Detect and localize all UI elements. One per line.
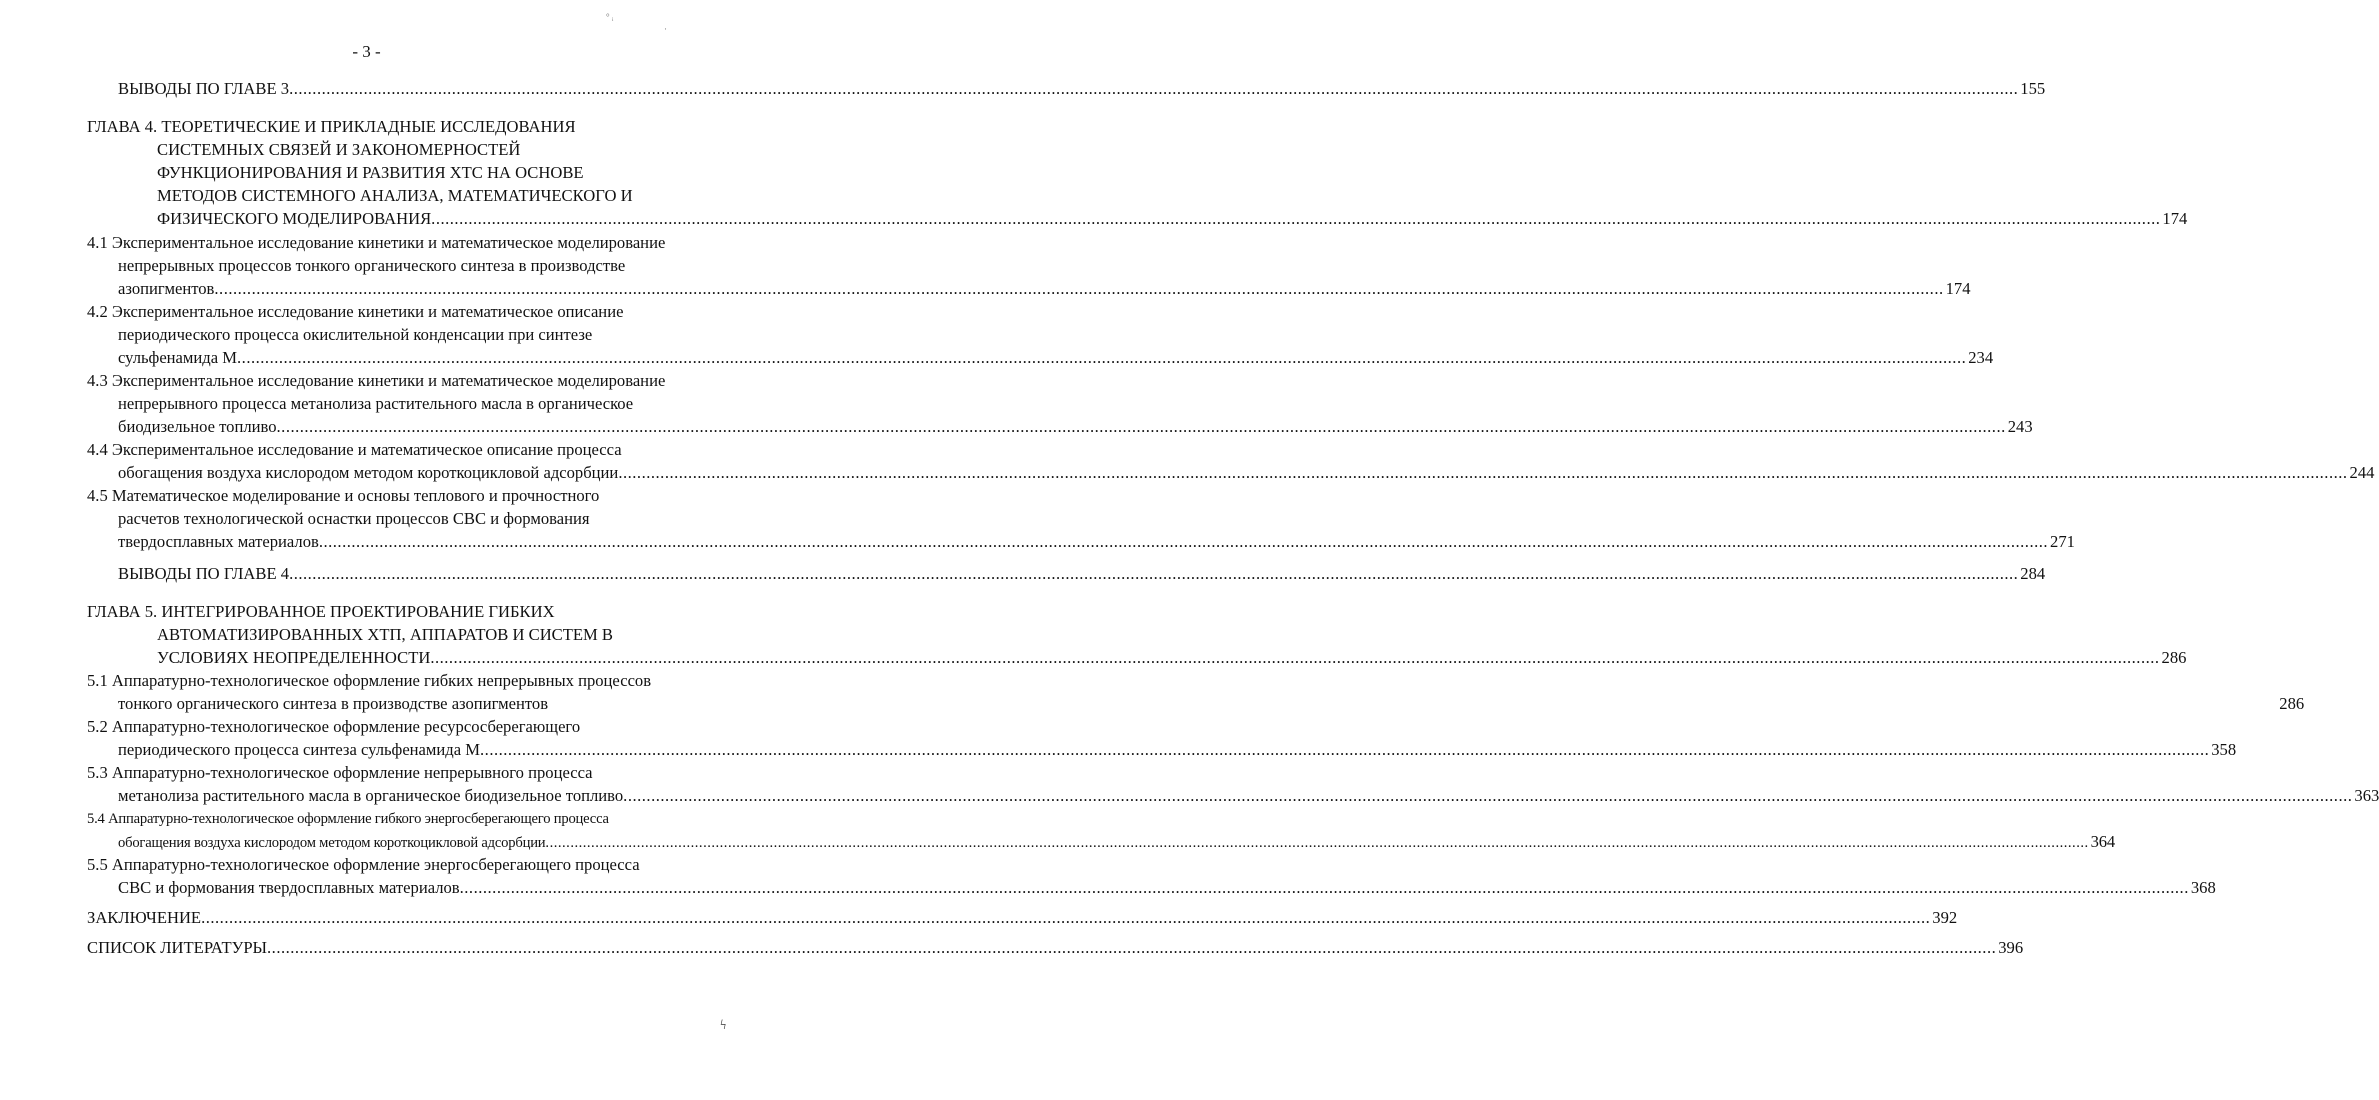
dot-leader: .................................................................................................................................................................................................................................................................................................................................................................................... <box>480 740 2210 759</box>
toc-entry-title: ВЫВОДЫ ПО ГЛАВЕ 4 <box>118 564 290 583</box>
dot-leader: .................................................................................................................................................................................................................................................................................................................................................................................... <box>459 878 2189 897</box>
toc-page-number: 174 <box>1945 279 1971 298</box>
toc-entry-title: 4.5 Математическое моделирование и основы теплового и прочностного <box>87 486 600 505</box>
toc-entry-chapter4-cont <box>0 207 2188 231</box>
dot-leader: .................................................................................................................................................................................................................................................................................................................................................................................... <box>289 79 2019 98</box>
toc-page-number: 271 <box>2050 532 2075 551</box>
toc-entry-title: обогащения воздуха кислородом методом короткоцикловой адсорбции <box>118 463 619 482</box>
toc-page-number: 358 <box>2211 740 2237 759</box>
toc-entry-title: 5.5 Аппаратурно-технологическое оформление энергосберегающего процесса <box>87 855 640 874</box>
toc-entry-title: 4.3 Экспериментальное исследование кинетики и математическое моделирование <box>87 371 666 390</box>
toc-entry-title: ФИЗИЧЕСКОГО МОДЕЛИРОВАНИЯ <box>157 209 432 228</box>
toc-entry-chapter3-conclusions[interactable] <box>0 77 2046 101</box>
toc-page-number: 363 <box>2354 786 2379 805</box>
toc-page-number: 155 <box>2020 79 2046 98</box>
toc-entry-section-4-1[interactable] <box>0 231 733 255</box>
toc-entry-title: метанолиза растительного масла в органическое биодизельное топливо <box>118 786 624 805</box>
toc-entry-section-4-2-cont <box>0 346 1994 370</box>
toc-entry-title: 4.2 Экспериментальное исследование кинетики и математическое описание <box>87 302 624 321</box>
toc-page-number: 234 <box>1968 348 1994 367</box>
dot-leader: .................................................................................................................................................................................................................................................................................................................................................................................... <box>431 209 2161 228</box>
toc-entry-title: 4.4 Экспериментальное исследование и математическое описание процесса <box>87 440 622 459</box>
toc-entry-title: непрерывных процессов тонкого органического синтеза в производстве <box>118 256 626 275</box>
toc-entry-section-5-5[interactable] <box>0 853 733 877</box>
dot-leader: .................................................................................................................................................................................................................................................................................................................................................................................... <box>430 648 2160 667</box>
toc-entry-title: азопигментов <box>118 279 215 298</box>
dot-leader: .................................................................................................................................................................................................................................................................................................................................................................................... <box>318 532 2049 551</box>
toc-entry-section-4-1-cont <box>0 277 1971 301</box>
toc-entry-title: периодического процесса синтеза сульфенамида М <box>118 740 481 759</box>
toc-page-number: 244 <box>2349 463 2375 482</box>
dot-leader: .................................................................................................................................................................................................................................................................................................................................................................................... <box>289 564 2019 583</box>
toc-entry-section-4-5[interactable] <box>0 484 733 508</box>
toc-entry-title: 5.2 Аппаратурно-технологическое оформление ресурсосберегающего <box>87 717 581 736</box>
dot-leader: .................................................................................................................................................................................................................................................................................................................................................................................... <box>237 348 1967 367</box>
toc-entry-section-4-5-cont <box>0 507 733 531</box>
dot-leader: .................................................................................................................................................................................................................................................................................................................................................................................... <box>618 463 2348 482</box>
toc-entry-section-4-1-cont <box>0 254 733 278</box>
toc-entry-title: СИСТЕМНЫХ СВЯЗЕЙ И ЗАКОНОМЕРНОСТЕЙ <box>157 140 521 159</box>
toc-entry-chapter5-cont <box>0 623 733 647</box>
toc-page-number: 284 <box>2020 564 2046 583</box>
dot-leader: .................................................................................................................................................................................................................................................................................................................................................................................... <box>267 938 1997 957</box>
toc-entry-title: АВТОМАТИЗИРОВАННЫХ ХТП, АППАРАТОВ И СИСТЕМ В <box>157 625 613 644</box>
toc-page-number: 286 <box>2161 648 2187 667</box>
toc-entry-section-5-2[interactable] <box>0 715 733 739</box>
toc-entry-chapter4-conclusions[interactable] <box>0 562 2046 586</box>
toc-entry-title: ГЛАВА 5. ИНТЕГРИРОВАННОЕ ПРОЕКТИРОВАНИЕ ГИБКИХ <box>87 602 555 621</box>
toc-entry-title: ФУНКЦИОНИРОВАНИЯ И РАЗВИТИЯ ХТС НА ОСНОВЕ <box>157 163 584 182</box>
toc-page-number: 286 <box>2279 694 2305 713</box>
toc-entry-section-4-4-cont <box>0 461 2375 485</box>
toc-entry-chapter4-cont <box>0 161 733 185</box>
toc-entry-section-4-4[interactable] <box>0 438 733 462</box>
toc-entry-section-4-5-cont <box>0 530 2075 554</box>
scan-speck-mark: ° ᵢ <box>606 12 614 22</box>
toc-entry-section-5-3-cont <box>0 784 2379 808</box>
toc-entry-chapter4-cont <box>0 138 733 162</box>
toc-page-number: 368 <box>2190 878 2216 897</box>
toc-entry-section-5-4-cont <box>0 830 2115 854</box>
toc-entry-section-5-1-cont <box>0 692 2305 716</box>
scan-speck-mark: · <box>664 24 667 34</box>
toc-entry-conclusion[interactable] <box>0 906 1958 930</box>
toc-entry-title: ГЛАВА 4. ТЕОРЕТИЧЕСКИЕ И ПРИКЛАДНЫЕ ИССЛЕДОВАНИЯ <box>87 117 576 136</box>
toc-entry-section-4-2[interactable] <box>0 300 733 324</box>
toc-entry-title: тонкого органического синтеза в производстве азопигментов <box>118 694 549 713</box>
toc-page-number: 243 <box>2007 417 2033 436</box>
toc-entry-title: биодизельное топливо <box>118 417 277 436</box>
toc-entry-title: периодического процесса окислительной конденсации при синтезе <box>118 325 593 344</box>
toc-page-number: 396 <box>1998 938 2024 957</box>
toc-entry-title: МЕТОДОВ СИСТЕМНОГО АНАЛИЗА, МАТЕМАТИЧЕСКОГО И <box>157 186 633 205</box>
toc-entry-title: 5.4 Аппаратурно-технологическое оформление гибкого энергосберегающего процесса <box>87 811 609 827</box>
toc-entry-section-4-2-cont <box>0 323 733 347</box>
toc-entry-section-5-2-cont <box>0 738 2237 762</box>
scan-ink-mark: ϟ <box>720 1018 727 1033</box>
toc-entry-chapter5[interactable] <box>0 600 733 624</box>
toc-entry-title: сульфенамида М <box>118 348 238 367</box>
toc-entry-section-5-4[interactable] <box>0 807 733 831</box>
toc-page-number: 364 <box>2090 832 2115 851</box>
toc-entry-section-4-3-cont <box>0 392 733 416</box>
toc-entry-chapter5-cont <box>0 646 2187 670</box>
toc-entry-title: ЗАКЛЮЧЕНИЕ <box>87 908 202 927</box>
dot-leader: .................................................................................................................................................................................................................................................................................................................................................................................... <box>623 786 2353 805</box>
toc-page-number: 174 <box>2162 209 2188 228</box>
toc-entry-title: 5.3 Аппаратурно-технологическое оформление непрерывного процесса <box>87 763 593 782</box>
toc-entry-title: УСЛОВИЯХ НЕОПРЕДЕЛЕННОСТИ <box>157 648 431 667</box>
toc-entry-title: 4.1 Экспериментальное исследование кинетики и математическое моделирование <box>87 233 666 252</box>
dot-leader: .................................................................................................................................................................................................................................................................................................................................................................................... <box>545 835 2089 851</box>
toc-entry-section-4-3-cont <box>0 415 2033 439</box>
toc-entry-references[interactable] <box>0 936 2024 960</box>
toc-entry-chapter4-cont <box>0 184 733 208</box>
toc-entry-title: СПИСОК ЛИТЕРАТУРЫ <box>87 938 268 957</box>
toc-entry-title: непрерывного процесса метанолиза растительного масла в органическое <box>118 394 634 413</box>
dot-leader: .................................................................................................................................................................................................................................................................................................................................................................................... <box>214 279 1944 298</box>
toc-entry-title: ВЫВОДЫ ПО ГЛАВЕ 3 <box>118 79 290 98</box>
toc-entry-section-5-5-cont <box>0 876 2216 900</box>
toc-entry-title: обогащения воздуха кислородом методом короткоцикловой адсорбции <box>118 835 546 851</box>
toc-entry-section-5-1[interactable] <box>0 669 733 693</box>
toc-entry-title: твердосплавных материалов <box>118 532 319 551</box>
toc-entry-title: расчетов технологической оснастки процессов СВС и формования <box>118 509 590 528</box>
dot-leader: .................................................................................................................................................................................................................................................................................................................................................................................... <box>201 908 1931 927</box>
toc-page-number: 392 <box>1932 908 1958 927</box>
toc-entry-chapter4[interactable] <box>0 115 733 139</box>
toc-entry-section-5-3[interactable] <box>0 761 733 785</box>
toc-entry-section-4-3[interactable] <box>0 369 733 393</box>
toc-entry-title: СВС и формования твердосплавных материалов <box>118 878 460 897</box>
toc-entry-title: 5.1 Аппаратурно-технологическое оформление гибких непрерывных процессов <box>87 671 652 690</box>
dot-leader: .................................................................................................................................................................................................................................................................................................................................................................................... <box>276 417 2006 436</box>
page-number: - 3 - <box>352 42 381 61</box>
